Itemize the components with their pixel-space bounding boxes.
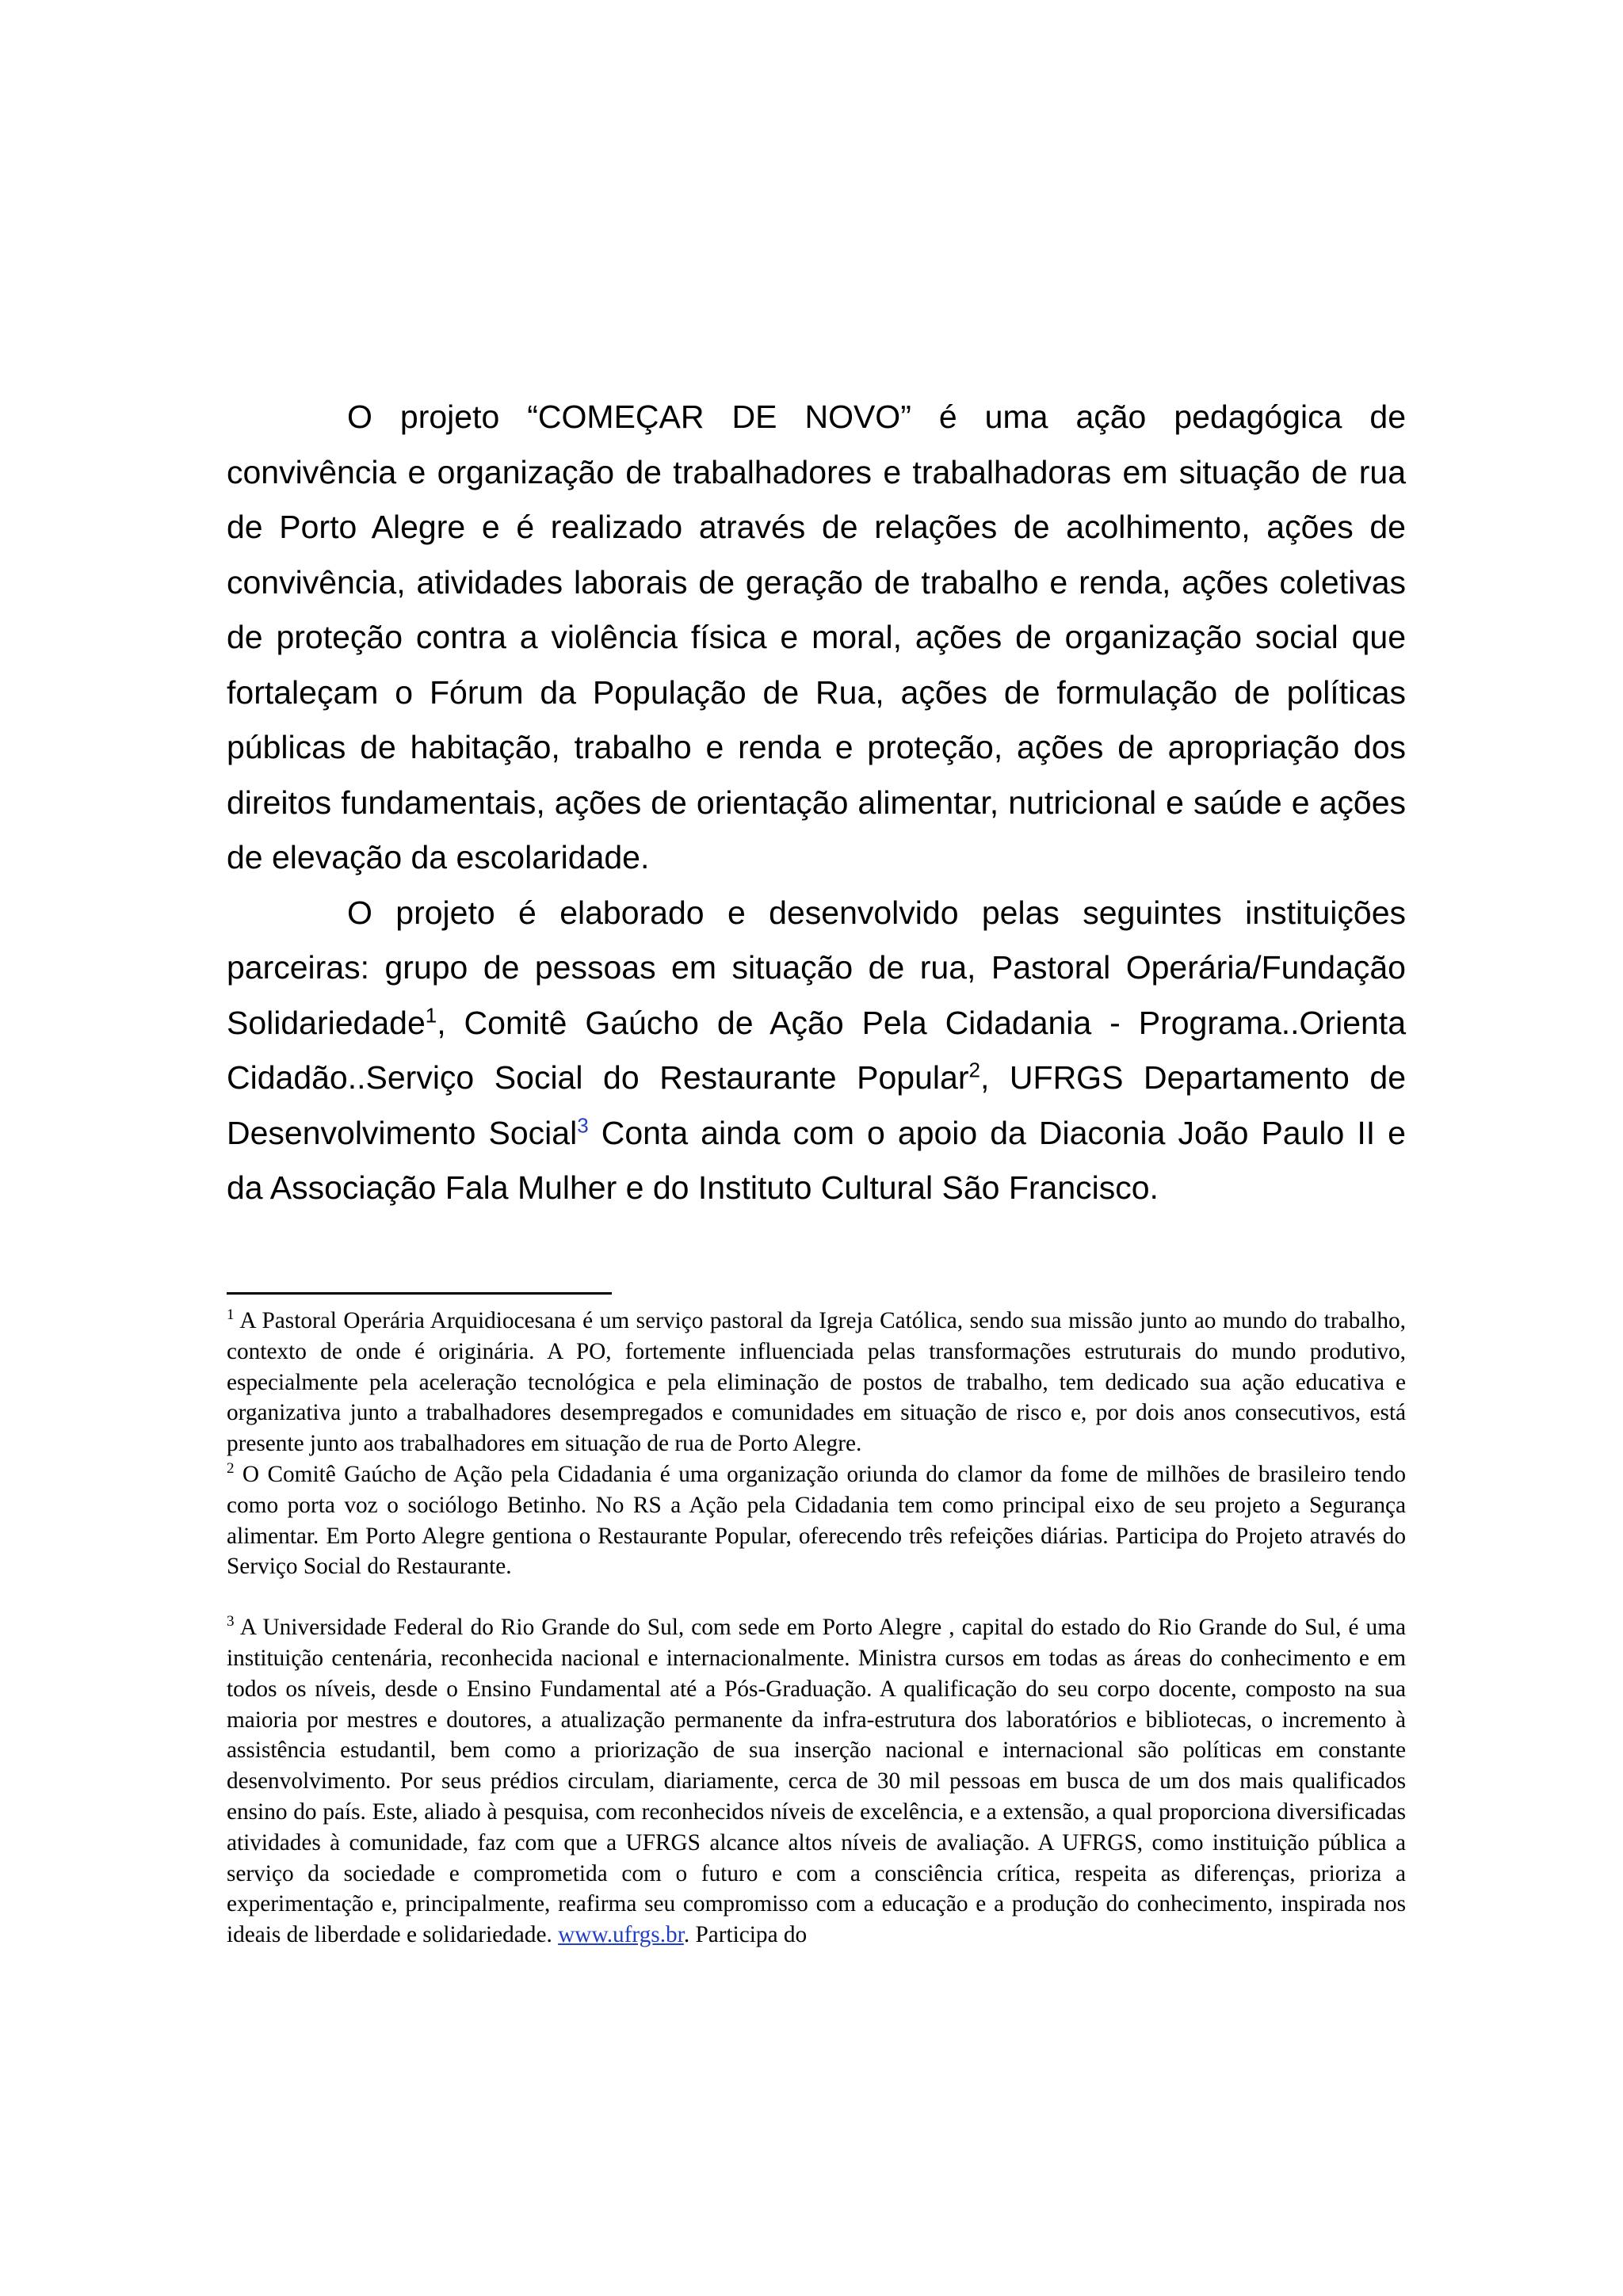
footnote-2-text: O Comitê Gaúcho de Ação pela Cidadania é uma organização oriunda do clamor da fome de milhões de brasileiro tendo como porta voz o sociólogo Betinho. No RS a Ação pela Cidadania tem como principal eixo de seu projeto a Segurança alimentar. Em Porto Alegre gentiona o Restaurante Popular, oferecendo três refeições diárias. Participa do Projeto através do Serviço Social do Restaurante. [227, 1461, 1406, 1580]
footnotes [227, 1306, 1406, 1951]
paragraph-2-text-a: O projeto é elaborado e desenvolvido pelas seguintes instituições parceiras: grupo de pessoas em situação de rua, Pastoral Operária/Fundação Solidariedade [227, 894, 1406, 1041]
footnote-3-number: 3 [227, 1613, 235, 1630]
paragraph-1-text: O projeto “COMEÇAR DE NOVO” é uma ação pedagógica de convivência e organização de trabalhadores e trabalhadoras em situação de rua de Porto Alegre e é realizado através de relações de acolhimento, ações de convivência, atividades laborais de geração de trabalho e renda, ações coletivas de proteção contra a violência física e moral, ações de organização social que fortaleçam o Fórum da População de Rua, ações de formulação de políticas públicas de habitação, trabalho e renda e proteção, ações de apropriação dos direitos fundamentais, ações de orientação alimentar, nutricional e saúde e ações de elevação da escolaridade. [227, 399, 1406, 875]
paragraph-projeto-intro [227, 390, 1406, 886]
footnote-ref-2[interactable]: 2 [968, 1058, 980, 1082]
footnote-1 [227, 1306, 1406, 1459]
footnote-ref-1[interactable]: 1 [425, 1002, 437, 1027]
footnote-separator [227, 1292, 612, 1295]
footnote-2-number: 2 [227, 1460, 235, 1478]
paragraph-2-text-c: , UFRGS Departamento de Desenvolvimento Social [227, 1059, 1406, 1151]
footnote-ref-3[interactable]: 3 [577, 1112, 589, 1137]
footnote-3-text: A Universidade Federal do Rio Grande do Sul, com sede em Porto Alegre , capital do estado do Rio Grande do Sul, é uma instituição centenária, reconhecida nacional e internacionalmente. Ministra cursos em todas as áreas do conhecimento e em todos os níveis, desde o Ensino Fundamental até a Pós-Graduação. A qualificação do seu corpo docente, composto na sua maioria por mestres e doutores, a atualização permanente da infra-estrutura dos laboratórios e bibliotecas, o incremento à assistência estudantil, bem como a priorização de sua inserção nacional e internacional são políticas em constante desenvolvimento. Por seus prédios circulam, diariamente, cerca de 30 mil pessoas em busca de um dos mais qualificados ensino do país. Este, aliado à pesquisa, com reconhecidos níveis de excelência, e a extensão, a qual proporciona diversificadas atividades à comunidade, faz com que a UFRGS alcance altos níveis de avaliação. A UFRGS, como instituição pública a serviço da sociedade e comprometida com o futuro e com a consciência crítica, respeita as diferenças, prioriza a experimentação e, principalmente, reafirma seu compromisso com a educação e a produção do conhecimento, inspirada nos ideais de liberdade e solidariedade. [227, 1615, 1406, 1948]
paragraph-2-text-d: Conta ainda com o apoio da Diaconia João Paulo II e da Associação Fala Mulher e do Instituto Cultural São Francisco. [227, 1114, 1406, 1206]
body-text [227, 390, 1406, 1216]
ufrgs-link[interactable]: www.ufrgs.br [558, 1922, 684, 1948]
footnote-1-text: A Pastoral Operária Arquidiocesana é um serviço pastoral da Igreja Católica, sendo sua missão junto ao mundo do trabalho, contexto de onde é originária. A PO, fortemente influenciada pelas transformações estruturais do mundo produtivo, especialmente pela aceleração tecnológica e pela eliminação de postos de trabalho, tem dedicado sua ação educativa e organizativa junto a trabalhadores desempregados e comunidades em situação de risco e, por dois anos consecutivos, está presente junto aos trabalhadores em situação de rua de Porto Alegre. [227, 1308, 1406, 1457]
footnote-3 [227, 1612, 1406, 1951]
paragraph-instituicoes-parceiras [227, 886, 1406, 1216]
footnote-1-number: 1 [227, 1306, 235, 1324]
paragraph-2-text-b: , Comitê Gaúcho de Ação Pela Cidadania - Programa..Orienta Cidadão..Serviço Social do Restaurante Popular [227, 1004, 1406, 1096]
footnote-3-tail: . Participa do [683, 1922, 808, 1948]
footnote-2 [227, 1459, 1406, 1582]
footnote-spacer [227, 1582, 1406, 1612]
